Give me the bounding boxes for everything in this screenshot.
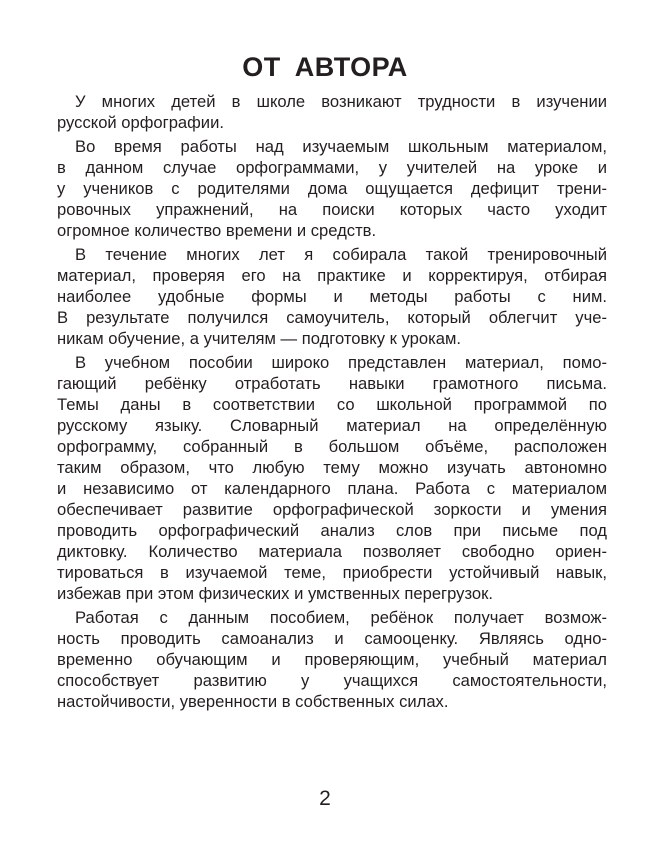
text-line: обеспечивает развитие орфографической зоркости и умения bbox=[57, 500, 607, 519]
text-line: в данном случае орфограммами, у учителей на уроке и bbox=[57, 158, 607, 177]
text-line: временно обучающим и проверяющим, учебный материал bbox=[57, 650, 607, 669]
paragraph bbox=[57, 244, 607, 349]
paragraph bbox=[57, 136, 607, 241]
text-line: Работая с данным пособием, ребёнок получает возмож- bbox=[75, 608, 607, 627]
text-line: В учебном пособии широко представлен материал, помо- bbox=[75, 353, 607, 372]
text-line: настойчивости, уверенности в собственных силах. bbox=[57, 692, 449, 711]
text-line: тироваться в изучаемой теме, приобрести устойчивый навык, bbox=[57, 563, 607, 582]
text-line: В результате получился самоучитель, который облегчит уче- bbox=[57, 308, 607, 327]
text-line: гающий ребёнку отработать навыки грамотного письма. bbox=[57, 374, 607, 393]
text-line: Темы даны в соответствии со школьной программой по bbox=[57, 395, 607, 414]
paragraph bbox=[57, 352, 607, 604]
text-line: У многих детей в школе возникают трудности в изучении bbox=[75, 92, 607, 111]
text-line: ность проводить самоанализ и самооценку. Являясь одно- bbox=[57, 629, 607, 648]
page-number: 2 bbox=[319, 787, 331, 810]
text-line: огромное количество времени и средств. bbox=[57, 221, 377, 240]
text-line: русскому языку. Словарный материал на определённую bbox=[57, 416, 607, 435]
text-line: избежав при этом физических и умственных перегрузок. bbox=[57, 584, 493, 603]
text-line: материал, проверяя его на практике и корректируя, отбирая bbox=[57, 266, 607, 285]
text-line: наиболее удобные формы и методы работы с ним. bbox=[57, 287, 607, 306]
text-line: способствует развитию у учащихся самостоятельности, bbox=[57, 671, 607, 690]
text-line: у учеников с родителями дома ощущается дефицит трени- bbox=[57, 179, 607, 198]
text-line: Во время работы над изучаемым школьным материалом, bbox=[75, 137, 607, 156]
paragraph bbox=[57, 607, 607, 712]
text-line: диктовку. Количество материала позволяет свободно ориен- bbox=[57, 542, 607, 561]
body-text bbox=[57, 91, 607, 715]
text-line: орфограмму, собранный в большом объёме, расположен bbox=[57, 437, 607, 456]
page-title: ОТ АВТОРА bbox=[242, 52, 408, 82]
text-line: русской орфографии. bbox=[57, 113, 224, 132]
text-line: ровочных упражнений, на поиски которых часто уходит bbox=[57, 200, 607, 219]
text-line: проводить орфографический анализ слов при письме под bbox=[57, 521, 607, 540]
paragraph bbox=[57, 91, 607, 133]
text-line: и независимо от календарного плана. Работа с материалом bbox=[57, 479, 607, 498]
text-line: В течение многих лет я собирала такой тренировочный bbox=[75, 245, 607, 264]
text-line: таким образом, что любую тему можно изучать автономно bbox=[57, 458, 607, 477]
text-line: никам обучение, а учителям — подготовку к урокам. bbox=[57, 329, 461, 348]
